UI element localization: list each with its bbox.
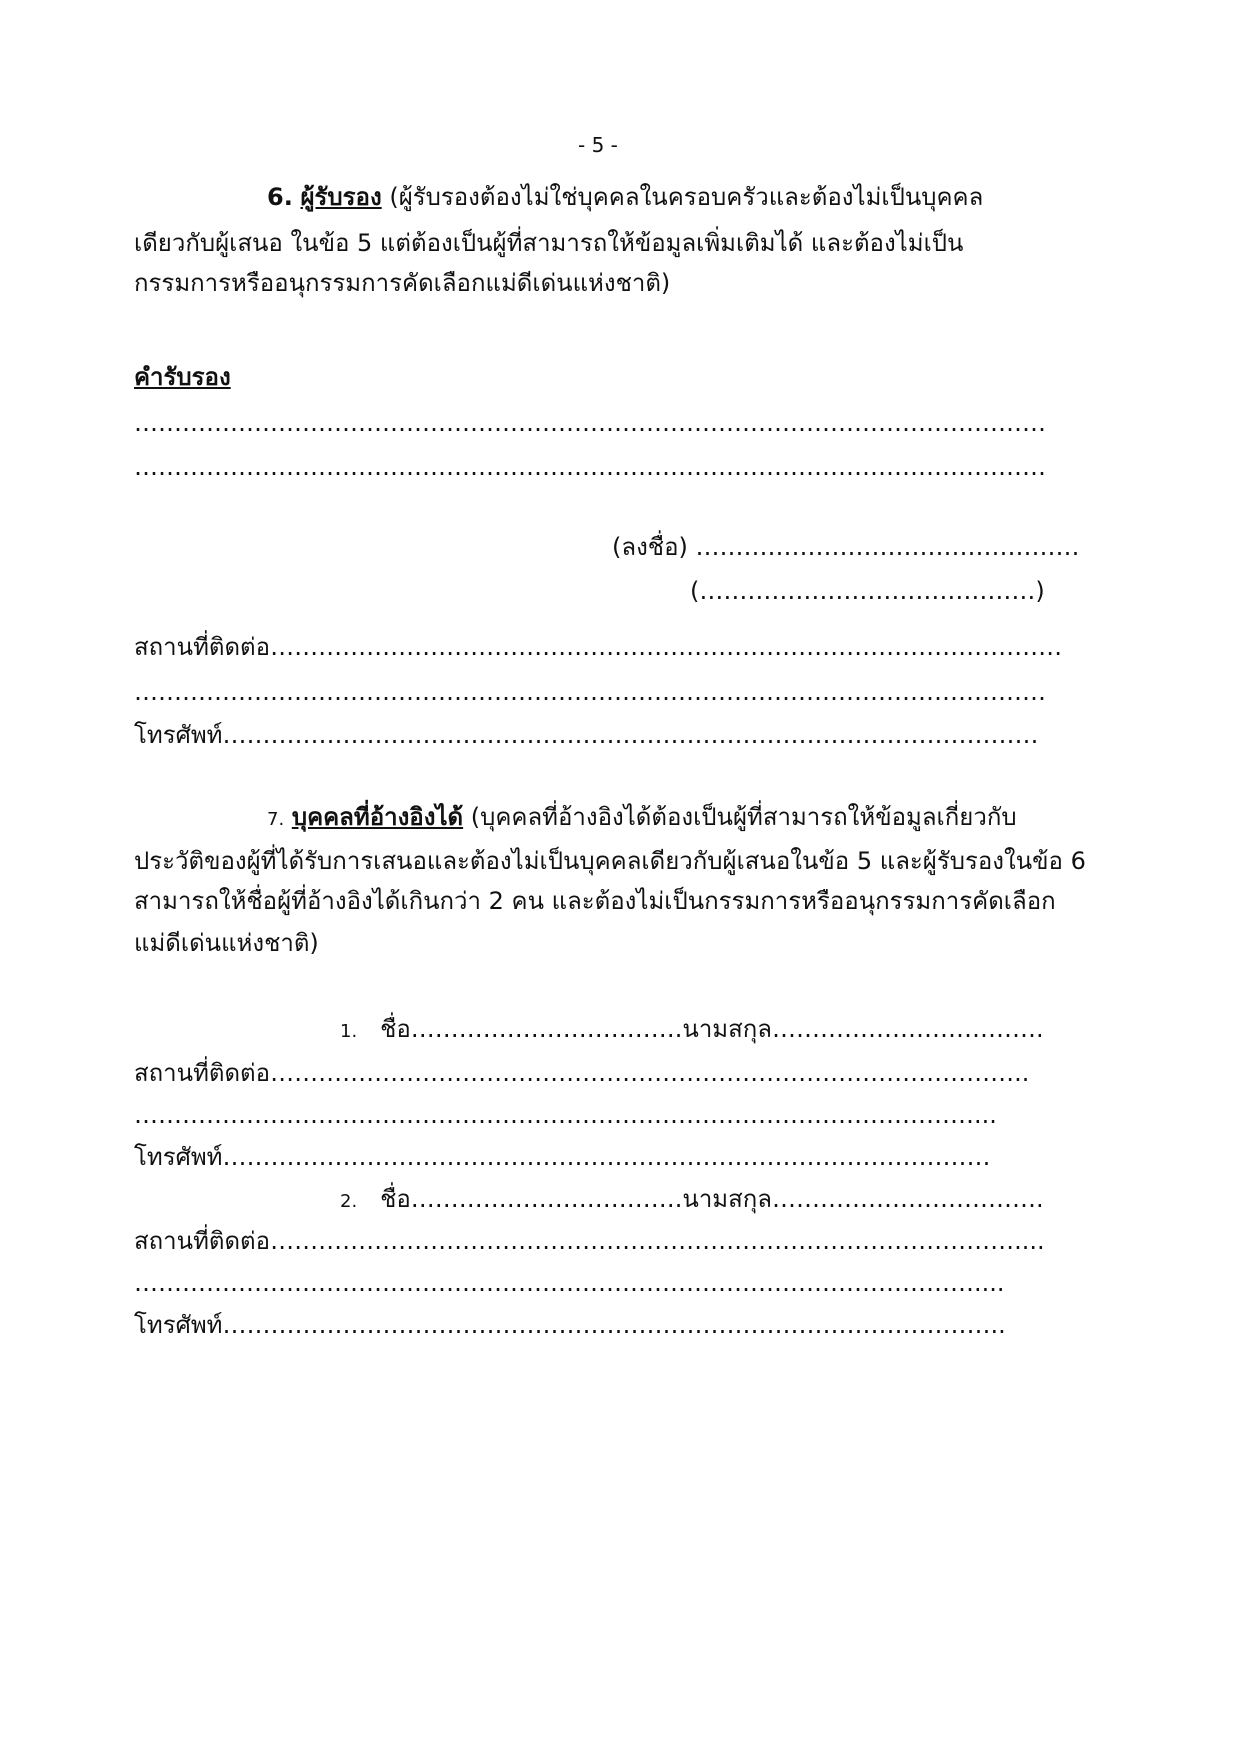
reference-1-contact-line (134, 1056, 1030, 1090)
reference-1-name-label: ชื่อ (380, 1015, 411, 1043)
section7-title: บุคคลที่อ้างอิงได้ (291, 803, 464, 831)
reference-1-surname-label: นามสกุล (682, 1015, 773, 1043)
cert-contact-line (134, 630, 1063, 664)
section6-title: ผู้รับรอง (300, 183, 382, 211)
section7-number: 7. (267, 809, 285, 830)
reference-1-surname-dots: ……………………………. (772, 1015, 1044, 1043)
reference-2-contact-line-2: …………………………………………………………………………………………….... (134, 1269, 1005, 1297)
reference-1-name-dots: ……………………………. (410, 1015, 683, 1043)
reference-2-surname-dots: ……………………………. (772, 1185, 1044, 1213)
reference-2-contact-line (134, 1224, 1045, 1258)
reference-1-phone-line (134, 1140, 991, 1174)
certification-line-2: …………………………………………………………………………………………………… (134, 453, 1046, 481)
reference-2-phone-dots: …………………………………………………………………………………….. (222, 1311, 1006, 1339)
cert-contact-label: สถานที่ติดต่อ (134, 633, 271, 661)
signature-name-dots: (……………………………………) (690, 577, 1045, 605)
cert-contact-dots: ……………………………………………………………………………………… (270, 633, 1063, 661)
reference-1-contact-dots: ………………………………………………………………………………….. (270, 1059, 1030, 1087)
certification-heading: คำรับรอง (134, 363, 231, 391)
reference-1-name-line (340, 1012, 1044, 1049)
cert-contact-line-2: …………………………………………………………………………………………………… (134, 678, 1046, 706)
section6-text-line-3: กรรมการหรืออนุกรรมการคัดเลือกแม่ดีเด่นแห่งชาติ) (134, 269, 671, 297)
reference-2-phone-line (134, 1308, 1006, 1342)
section7-text-line-2: ประวัติของผู้ที่ได้รับการเสนอและต้องไม่เป็นบุคคลเดียวกับผู้เสนอในข้อ 5 และผู้รับรองในข้อ 6 (134, 847, 1086, 875)
section7-text-line-4: แม่ดีเด่นแห่งชาติ) (134, 929, 319, 957)
section6-text-line-2: เดียวกับผู้เสนอ ในข้อ 5 แต่ต้องเป็นผู้ที่สามารถให้ข้อมูลเพิ่มเติมได้ และต้องไม่เป็น (134, 229, 964, 257)
page-number: - 5 - (578, 133, 618, 157)
reference-2-name-label: ชื่อ (380, 1185, 411, 1213)
reference-1-contact-line-2: ……………………………………………………………………………………………... (134, 1101, 997, 1129)
reference-1-phone-label: โทรศัพท์ (134, 1143, 223, 1171)
reference-2-name-line (340, 1182, 1044, 1219)
cert-phone-label: โทรศัพท์ (134, 721, 223, 749)
reference-1-phone-dots: …………………………………………………………………………………… (222, 1143, 991, 1171)
section7-text-line-3: สามารถให้ชื่อผู้ที่อ้างอิงได้เกินกว่า 2 คน และต้องไม่เป็นกรรมการหรืออนุกรรมการคัดเลือก (134, 887, 1056, 915)
reference-2-phone-label: โทรศัพท์ (134, 1311, 223, 1339)
reference-2-number: 2. (340, 1191, 358, 1212)
section7-first-line (267, 800, 1017, 837)
reference-1-number: 1. (340, 1021, 358, 1042)
reference-2-name-dots: ……………………………. (410, 1185, 683, 1213)
section6-text-line-1: (ผู้รับรองต้องไม่ใช่บุคคลในครอบครัวและต้องไม่เป็นบุคคล (389, 183, 984, 211)
section6-first-line (267, 180, 983, 214)
cert-phone-line (134, 718, 1039, 752)
cert-phone-dots: ………………………………………………………………………………………… (222, 721, 1039, 749)
reference-1-contact-label: สถานที่ติดต่อ (134, 1059, 271, 1087)
reference-2-surname-label: นามสกุล (682, 1185, 773, 1213)
reference-2-contact-label: สถานที่ติดต่อ (134, 1227, 271, 1255)
section7-text-line-1: (บุคคลที่อ้างอิงได้ต้องเป็นผู้ที่สามารถให้ข้อมูลเกี่ยวกับ (470, 803, 1017, 831)
signature-dots: ………………………………………… (695, 533, 1080, 561)
signature-label: (ลงชื่อ) (612, 533, 696, 561)
reference-2-contact-dots: ………………………………………………………………………………….... (270, 1227, 1045, 1255)
certification-line-1: …………………………………………………………………………………………………… (134, 409, 1046, 437)
section6-number: 6. (267, 183, 293, 211)
signature-line (612, 530, 1079, 564)
